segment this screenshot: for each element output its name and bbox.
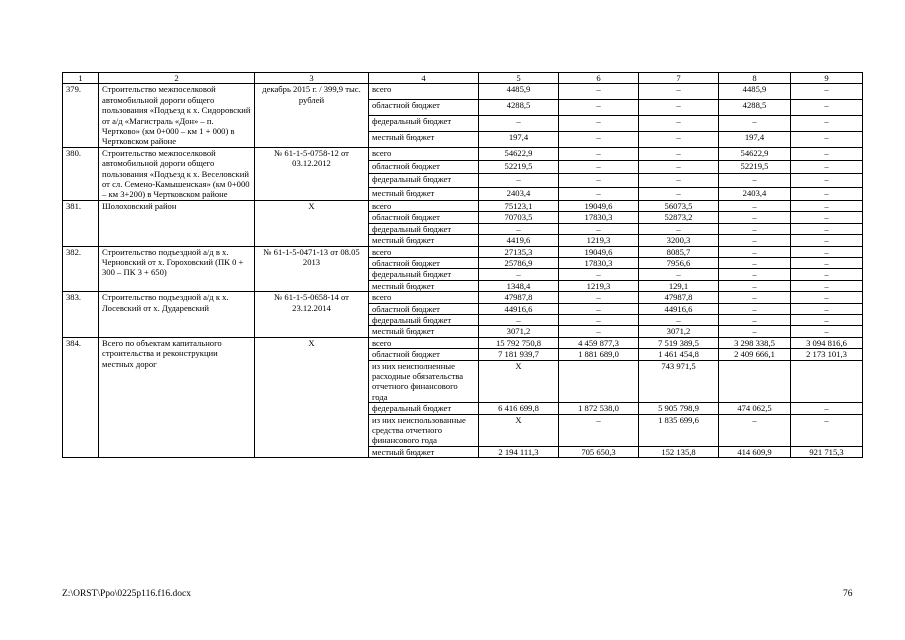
amount-cell: –: [791, 174, 863, 187]
column-header: 9: [791, 73, 863, 84]
funding-source: федеральный бюджет: [369, 223, 479, 234]
amount-cell: [559, 360, 639, 403]
funding-source: областной бюджет: [369, 100, 479, 116]
amount-cell: –: [559, 84, 639, 100]
funding-source: областной бюджет: [369, 349, 479, 360]
document-ref: декабрь 2015 г. / 399,9 тыс. рублей: [255, 84, 369, 147]
amount-cell: –: [559, 161, 639, 174]
amount-cell: –: [639, 84, 719, 100]
funding-source: федеральный бюджет: [369, 403, 479, 414]
amount-cell: 44916,6: [639, 303, 719, 314]
funding-source: местный бюджет: [369, 187, 479, 200]
amount-cell: –: [719, 280, 791, 291]
row-number: 383.: [63, 292, 99, 338]
funding-source: областной бюджет: [369, 303, 479, 314]
funding-source: областной бюджет: [369, 257, 479, 268]
table-row: [63, 246, 863, 257]
object-name: Строительство межпоселковой автомобильной дороги общего пользования «Подъезд к х. Сидоровский от а/д «Магистраль «Дон» – п. Чертково» (км 0+000 – км 1 + 000) в Чертковском районе: [99, 84, 255, 147]
amount-cell: –: [791, 292, 863, 303]
amount-cell: 17830,3: [559, 257, 639, 268]
document-ref: № 61-1-5-0758-12 от 03.12.2012: [255, 147, 369, 200]
funding-source: всего: [369, 292, 479, 303]
funding-source: федеральный бюджет: [369, 174, 479, 187]
funding-source: из них неиспользованные средства отчетного финансового года: [369, 414, 479, 446]
amount-cell: 4419,6: [479, 235, 559, 246]
amount-cell: 15 792 750,8: [479, 337, 559, 348]
table-row: [63, 337, 863, 348]
amount-cell: –: [791, 246, 863, 257]
amount-cell: –: [559, 303, 639, 314]
row-number: 384.: [63, 337, 99, 457]
amount-cell: 25786,9: [479, 257, 559, 268]
amount-cell: –: [791, 161, 863, 174]
column-header: 5: [479, 73, 559, 84]
amount-cell: 152 135,8: [639, 446, 719, 457]
amount-cell: –: [559, 174, 639, 187]
amount-cell: –: [791, 116, 863, 132]
amount-cell: –: [719, 292, 791, 303]
amount-cell: –: [479, 314, 559, 325]
amount-cell: –: [719, 269, 791, 280]
page-number: 76: [843, 589, 853, 599]
object-name: Строительство межпоселковой автомобильной дороги общего пользования «Подъезд к х. Веселовский от сл. Семено-Камышенская» (км 0+000 – км 3+200) в Чертковском районе: [99, 147, 255, 200]
amount-cell: –: [791, 212, 863, 223]
amount-cell: –: [639, 223, 719, 234]
amount-cell: –: [719, 246, 791, 257]
row-number: 380.: [63, 147, 99, 200]
budget-table: [62, 72, 863, 458]
column-header: 8: [719, 73, 791, 84]
amount-cell: 70703,5: [479, 212, 559, 223]
document-ref: № 61-1-5-0471-13 от 08.05 2013: [255, 246, 369, 292]
amount-cell: –: [791, 257, 863, 268]
funding-source: местный бюджет: [369, 131, 479, 147]
amount-cell: –: [639, 174, 719, 187]
funding-source: федеральный бюджет: [369, 314, 479, 325]
amount-cell: –: [639, 161, 719, 174]
amount-cell: 1219,3: [559, 280, 639, 291]
amount-cell: –: [639, 147, 719, 160]
amount-cell: 5 905 798,9: [639, 403, 719, 414]
amount-cell: 705 650,3: [559, 446, 639, 457]
amount-cell: –: [639, 269, 719, 280]
amount-cell: –: [639, 314, 719, 325]
amount-cell: 44916,6: [479, 303, 559, 314]
amount-cell: –: [479, 116, 559, 132]
object-name: Строительство подъездной а/д к х. Лосевский от х. Дударевский: [99, 292, 255, 338]
funding-source: областной бюджет: [369, 161, 479, 174]
row-number: 382.: [63, 246, 99, 292]
amount-cell: –: [559, 147, 639, 160]
table-row: [63, 292, 863, 303]
amount-cell: –: [559, 116, 639, 132]
amount-cell: –: [719, 116, 791, 132]
amount-cell: 54622,9: [479, 147, 559, 160]
amount-cell: 129,1: [639, 280, 719, 291]
column-header: 2: [99, 73, 255, 84]
amount-cell: –: [719, 223, 791, 234]
amount-cell: 2 173 101,3: [791, 349, 863, 360]
amount-cell: –: [559, 414, 639, 446]
amount-cell: 19049,6: [559, 246, 639, 257]
amount-cell: 54622,9: [719, 147, 791, 160]
amount-cell: 4 459 877,3: [559, 337, 639, 348]
amount-cell: 7956,6: [639, 257, 719, 268]
amount-cell: –: [559, 100, 639, 116]
amount-cell: 56073,5: [639, 200, 719, 211]
document-ref: Х: [255, 337, 369, 457]
amount-cell: 2 194 111,3: [479, 446, 559, 457]
amount-cell: –: [639, 187, 719, 200]
amount-cell: 3071,2: [479, 326, 559, 337]
row-number: 381.: [63, 200, 99, 246]
row-number: 379.: [63, 84, 99, 147]
amount-cell: 47987,8: [479, 292, 559, 303]
amount-cell: 921 715,3: [791, 446, 863, 457]
amount-cell: –: [791, 314, 863, 325]
amount-cell: –: [791, 280, 863, 291]
amount-cell: 1 872 538,0: [559, 403, 639, 414]
amount-cell: –: [559, 131, 639, 147]
amount-cell: –: [559, 314, 639, 325]
column-header: 6: [559, 73, 639, 84]
amount-cell: –: [719, 314, 791, 325]
amount-cell: 1219,3: [559, 235, 639, 246]
amount-cell: –: [719, 303, 791, 314]
amount-cell: 743 971,5: [639, 360, 719, 403]
amount-cell: [719, 360, 791, 403]
amount-cell: 1 461 454,8: [639, 349, 719, 360]
amount-cell: 27135,3: [479, 246, 559, 257]
amount-cell: Х: [479, 414, 559, 446]
amount-cell: –: [639, 116, 719, 132]
table-row: [63, 200, 863, 211]
amount-cell: –: [639, 131, 719, 147]
amount-cell: –: [791, 84, 863, 100]
amount-cell: 3200,3: [639, 235, 719, 246]
amount-cell: 52219,5: [719, 161, 791, 174]
amount-cell: –: [719, 212, 791, 223]
amount-cell: –: [479, 269, 559, 280]
document-ref: Х: [255, 200, 369, 246]
amount-cell: 6 416 699,8: [479, 403, 559, 414]
amount-cell: 7 519 389,5: [639, 337, 719, 348]
header-row: [63, 73, 863, 84]
amount-cell: –: [559, 187, 639, 200]
amount-cell: 414 609,9: [719, 446, 791, 457]
column-header: 3: [255, 73, 369, 84]
amount-cell: 4288,5: [719, 100, 791, 116]
document-ref: № 61-1-5-0658-14 от 23.12.2014: [255, 292, 369, 338]
amount-cell: 4485,9: [719, 84, 791, 100]
amount-cell: –: [791, 414, 863, 446]
amount-cell: 8085,7: [639, 246, 719, 257]
amount-cell: –: [559, 223, 639, 234]
amount-cell: 17830,3: [559, 212, 639, 223]
amount-cell: [791, 360, 863, 403]
amount-cell: –: [791, 403, 863, 414]
amount-cell: –: [791, 147, 863, 160]
amount-cell: –: [719, 326, 791, 337]
amount-cell: 197,4: [479, 131, 559, 147]
amount-cell: –: [791, 200, 863, 211]
funding-source: из них неисполненные расходные обязательства отчетного финансового года: [369, 360, 479, 403]
amount-cell: 1 881 689,0: [559, 349, 639, 360]
table-row: [63, 84, 863, 100]
amount-cell: 1 835 699,6: [639, 414, 719, 446]
amount-cell: 3071,2: [639, 326, 719, 337]
amount-cell: –: [719, 174, 791, 187]
amount-cell: 474 062,5: [719, 403, 791, 414]
amount-cell: Х: [479, 360, 559, 403]
amount-cell: 52219,5: [479, 161, 559, 174]
amount-cell: 52873,2: [639, 212, 719, 223]
amount-cell: –: [559, 292, 639, 303]
amount-cell: 3 298 338,5: [719, 337, 791, 348]
amount-cell: 19049,6: [559, 200, 639, 211]
amount-cell: 4485,9: [479, 84, 559, 100]
amount-cell: –: [479, 223, 559, 234]
object-name: Шолоховский район: [99, 200, 255, 246]
amount-cell: 197,4: [719, 131, 791, 147]
amount-cell: 75123,1: [479, 200, 559, 211]
funding-source: местный бюджет: [369, 326, 479, 337]
amount-cell: –: [791, 235, 863, 246]
amount-cell: 2 409 666,1: [719, 349, 791, 360]
amount-cell: 47987,8: [639, 292, 719, 303]
amount-cell: 1348,4: [479, 280, 559, 291]
amount-cell: 7 181 939,7: [479, 349, 559, 360]
amount-cell: –: [639, 100, 719, 116]
amount-cell: –: [719, 200, 791, 211]
column-header: 1: [63, 73, 99, 84]
amount-cell: –: [719, 235, 791, 246]
amount-cell: –: [791, 326, 863, 337]
amount-cell: –: [559, 269, 639, 280]
amount-cell: –: [791, 100, 863, 116]
amount-cell: 2403,4: [719, 187, 791, 200]
funding-source: всего: [369, 200, 479, 211]
funding-source: областной бюджет: [369, 212, 479, 223]
footer-file-path: Z:\ORST\Ppo\0225p116.f16.docx: [62, 589, 191, 599]
funding-source: местный бюджет: [369, 446, 479, 457]
amount-cell: –: [479, 174, 559, 187]
amount-cell: –: [719, 414, 791, 446]
amount-cell: 3 094 816,6: [791, 337, 863, 348]
column-header: 7: [639, 73, 719, 84]
object-name: Всего по объектам капитального строительства и реконструкции местных дорог: [99, 337, 255, 457]
amount-cell: –: [559, 326, 639, 337]
funding-source: федеральный бюджет: [369, 116, 479, 132]
amount-cell: –: [791, 131, 863, 147]
object-name: Строительство подъездной а/д в х. Черновский от х. Гороховский (ПК 0 + 300 – ПК 3 + 650): [99, 246, 255, 292]
column-header: 4: [369, 73, 479, 84]
amount-cell: –: [791, 303, 863, 314]
funding-source: всего: [369, 147, 479, 160]
table-row: [63, 147, 863, 160]
amount-cell: 4288,5: [479, 100, 559, 116]
funding-source: местный бюджет: [369, 235, 479, 246]
funding-source: всего: [369, 337, 479, 348]
amount-cell: –: [719, 257, 791, 268]
funding-source: местный бюджет: [369, 280, 479, 291]
amount-cell: –: [791, 187, 863, 200]
amount-cell: –: [791, 223, 863, 234]
funding-source: всего: [369, 246, 479, 257]
funding-source: всего: [369, 84, 479, 100]
amount-cell: 2403,4: [479, 187, 559, 200]
funding-source: федеральный бюджет: [369, 269, 479, 280]
amount-cell: –: [791, 269, 863, 280]
